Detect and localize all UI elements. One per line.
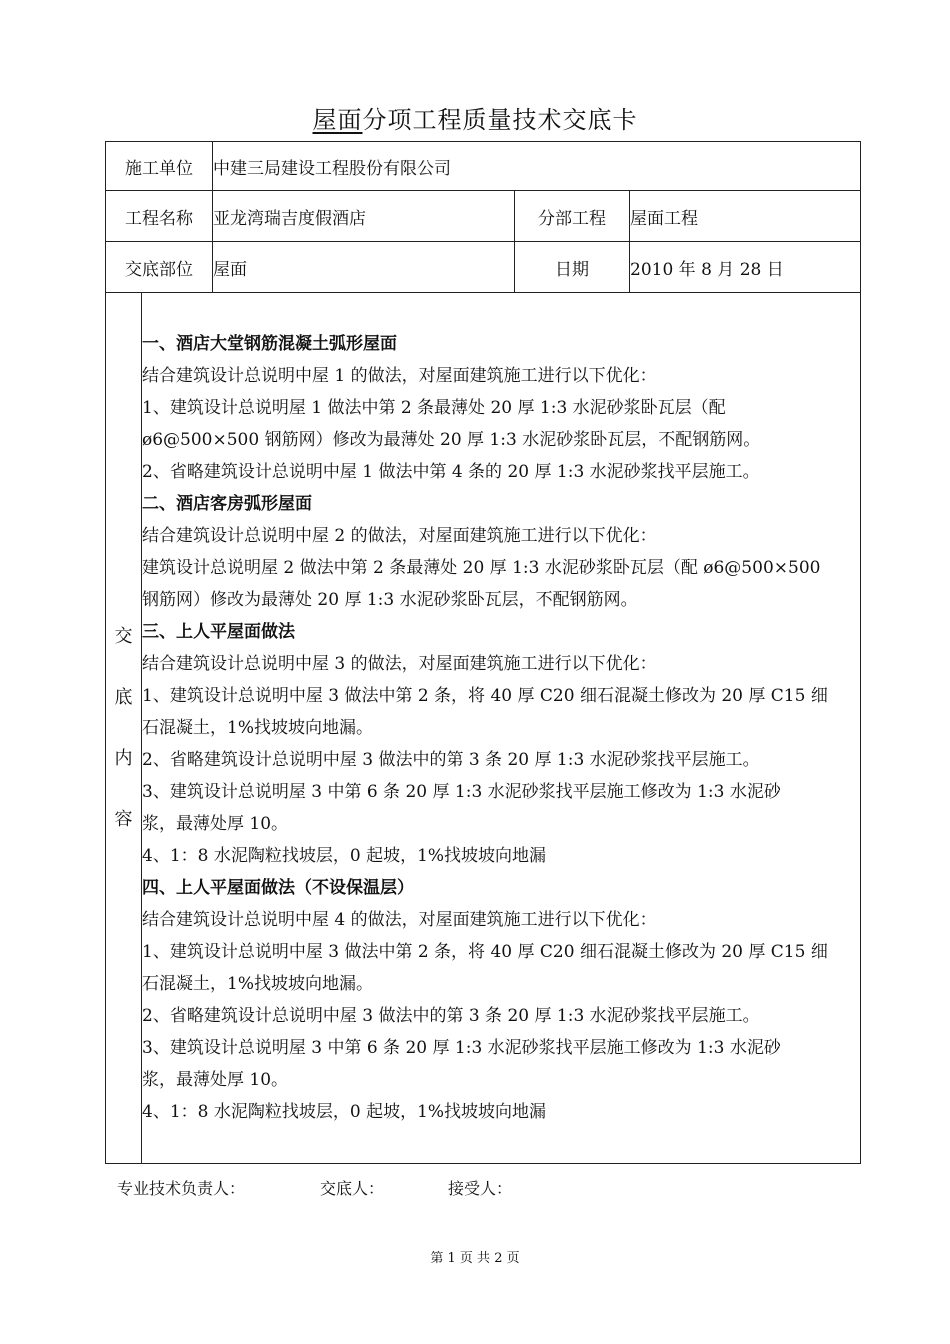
page-indicator: 第 1 页 共 2 页 — [430, 1251, 520, 1266]
division-value: 屋面工程 — [630, 191, 861, 242]
content-line: 1、建筑设计总说明屋 1 做法中第 2 条最薄处 20 厚 1:3 水泥砂浆卧瓦层（配 — [142, 398, 726, 418]
content-line: 3、建筑设计总说明屋 3 中第 6 条 20 厚 1:3 水泥砂浆找平层施工修改为 1:3 水泥砂 — [142, 1038, 781, 1058]
content-line: 2、省略建筑设计总说明中屋 1 做法中第 4 条的 20 厚 1:3 水泥砂浆找平层施工。 — [142, 462, 760, 482]
part-value: 屋面 — [213, 242, 515, 293]
row-part — [106, 242, 861, 293]
content-line: 1、建筑设计总说明中屋 3 做法中第 2 条，将 40 厚 C20 细石混凝土修改为 20 厚 C15 细 — [142, 686, 828, 706]
side-char: 底 — [114, 687, 133, 708]
content-line: 结合建筑设计总说明中屋 1 的做法，对屋面建筑施工进行以下优化： — [142, 366, 657, 386]
section-heading: 二、酒店客房弧形屋面 — [142, 494, 312, 514]
content-line: 浆，最薄处厚 10。 — [142, 1070, 289, 1090]
content-line: 结合建筑设计总说明中屋 4 的做法，对屋面建筑施工进行以下优化： — [142, 910, 657, 930]
content-line: 2、省略建筑设计总说明中屋 3 做法中的第 3 条 20 厚 1:3 水泥砂浆找平层施工。 — [142, 750, 760, 770]
side-char: 容 — [114, 809, 133, 830]
page-title — [0, 100, 950, 135]
part-label: 交底部位 — [106, 242, 213, 293]
content-line: 浆，最薄处厚 10。 — [142, 814, 289, 834]
date-value: 2010 年 8 月 28 日 — [630, 242, 861, 293]
content-line: 结合建筑设计总说明中屋 2 的做法，对屋面建筑施工进行以下优化： — [142, 526, 657, 546]
date-label: 日期 — [515, 242, 630, 293]
content-line: 石混凝土，1%找坡坡向地漏。 — [142, 974, 373, 994]
unit-value: 中建三局建设工程股份有限公司 — [213, 142, 861, 191]
content-body — [142, 293, 861, 1164]
content-line: 钢筋网）修改为最薄处 20 厚 1:3 水泥砂浆卧瓦层，不配钢筋网。 — [142, 590, 638, 610]
title-rest: 分项工程质量技术交底卡 — [362, 106, 638, 134]
receiver-label: 接受人： — [448, 1179, 513, 1198]
side-char: 内 — [114, 748, 133, 769]
row-project — [106, 191, 861, 242]
content-side-label — [106, 293, 142, 1164]
content-line: 建筑设计总说明屋 2 做法中第 2 条最薄处 20 厚 1:3 水泥砂浆卧瓦层（配 ø6@500×500 — [142, 558, 821, 578]
content-line: 4、1：8 水泥陶粒找坡层，0 起坡，1%找坡坡向地漏 — [142, 846, 547, 866]
title-underlined: 屋面 — [312, 106, 363, 134]
project-value: 亚龙湾瑞吉度假酒店 — [213, 191, 515, 242]
section-heading: 一、酒店大堂钢筋混凝土弧形屋面 — [142, 334, 397, 354]
content-line: ø6@500×500 钢筋网）修改为最薄处 20 厚 1:3 水泥砂浆卧瓦层，不配钢筋网。 — [142, 430, 761, 450]
row-unit — [106, 142, 861, 191]
signature-line — [117, 1176, 512, 1199]
tech-lead-label: 专业技术负责人： — [117, 1179, 246, 1198]
content-line: 3、建筑设计总说明屋 3 中第 6 条 20 厚 1:3 水泥砂浆找平层施工修改为 1:3 水泥砂 — [142, 782, 781, 802]
project-label: 工程名称 — [106, 191, 213, 242]
row-content — [106, 293, 861, 1164]
content-line: 4、1：8 水泥陶粒找坡层，0 起坡，1%找坡坡向地漏 — [142, 1102, 547, 1122]
section-heading: 四、上人平屋面做法（不设保温层） — [142, 878, 414, 898]
content-line: 石混凝土，1%找坡坡向地漏。 — [142, 718, 373, 738]
content-line: 2、省略建筑设计总说明中屋 3 做法中的第 3 条 20 厚 1:3 水泥砂浆找平层施工。 — [142, 1006, 760, 1026]
discloser-label: 交底人： — [320, 1179, 385, 1198]
division-label: 分部工程 — [515, 191, 630, 242]
unit-label: 施工单位 — [106, 142, 213, 191]
content-line: 1、建筑设计总说明中屋 3 做法中第 2 条，将 40 厚 C20 细石混凝土修改为 20 厚 C15 细 — [142, 942, 828, 962]
section-heading: 三、上人平屋面做法 — [142, 622, 295, 642]
disclosure-table — [105, 141, 861, 1164]
side-char: 交 — [114, 626, 133, 647]
content-line: 结合建筑设计总说明中屋 3 的做法，对屋面建筑施工进行以下优化： — [142, 654, 657, 674]
